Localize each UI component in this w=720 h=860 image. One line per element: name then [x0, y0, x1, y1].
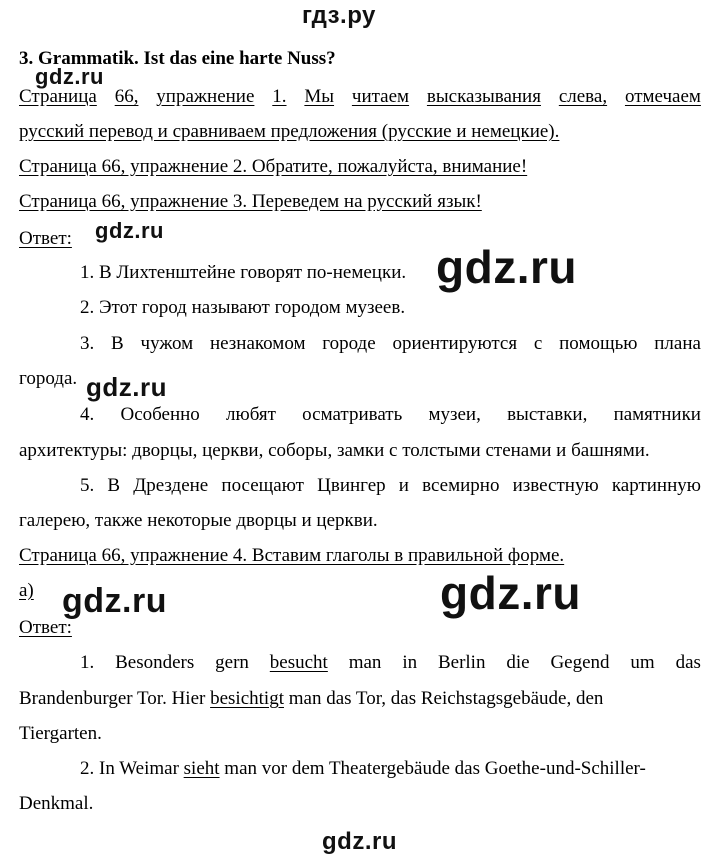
word: Berlin — [437, 652, 486, 673]
word: das — [675, 652, 701, 673]
word: с — [533, 333, 543, 354]
word: 66, — [114, 86, 139, 107]
exercise-4: Страница 66, упражнение 4. Вставим глаголы в правильной форме. — [19, 545, 565, 566]
german-answer-1-line-2 — [19, 688, 603, 710]
answer-item-5-line-1 — [80, 475, 701, 497]
watermark-small: gdz.ru — [62, 582, 167, 620]
exercise-2: Страница 66, упражнение 2. Обратите, пожалуйста, внимание! — [19, 156, 528, 177]
watermark-small: gdz.ru — [86, 372, 167, 402]
word: В — [107, 475, 121, 496]
word: плана — [654, 333, 701, 354]
word: in — [402, 652, 418, 673]
word: городе — [322, 333, 376, 354]
german-answer-1-line-3: Tiergarten. — [19, 723, 102, 744]
inserted-verb: besichtigt — [210, 688, 284, 709]
watermark-small: gdz.ru — [95, 218, 164, 243]
word: всемирно — [422, 475, 500, 496]
word: 4. — [80, 404, 95, 425]
text: man das Tor, das Reichstagsgebäude, den — [283, 688, 604, 709]
word: 1. — [272, 86, 287, 107]
text: man vor dem Theatergebäude das Goethe-und-Schiller- — [219, 758, 646, 779]
answer-item-2: 2. Этот город называют городом музеев. — [80, 297, 406, 318]
answer-item-3-line-2: города. — [19, 368, 78, 389]
word: die — [506, 652, 530, 673]
german-answer-1-line-1 — [80, 652, 701, 674]
word: помощью — [559, 333, 638, 354]
watermark-small: gdz.ru — [35, 64, 104, 89]
word: любят — [226, 404, 276, 425]
word: осматривать — [302, 404, 403, 425]
word: музеи, — [428, 404, 481, 425]
word: gern — [215, 652, 249, 673]
header-watermark: гдз.ру — [302, 2, 376, 29]
word: памятники — [613, 404, 701, 425]
exercise-3: Страница 66, упражнение 3. Переведем на русский язык! — [19, 191, 482, 212]
word: В — [111, 333, 124, 354]
text: Brandenburger Tor. Hier — [19, 688, 211, 709]
watermark-large: gdz.ru — [440, 567, 581, 619]
answer-item-1: 1. В Лихтенштейне говорят по-немецки. — [80, 262, 407, 283]
section-heading: 3. Grammatik. Ist das eine harte Nuss? — [19, 48, 336, 69]
sub-item-a: а) — [19, 580, 34, 601]
word: высказывания — [426, 86, 541, 107]
inserted-verb: sieht — [183, 758, 220, 779]
word: отмечаем — [624, 86, 701, 107]
word: Страница — [19, 86, 97, 107]
answer-item-4-line-2: архитектуры: дворцы, церкви, соборы, замки с толстыми стенами и башнями. — [19, 440, 650, 461]
word: чужом — [140, 333, 194, 354]
word: читаем — [351, 86, 410, 107]
word: Мы — [304, 86, 335, 107]
german-answer-2-line-2: Denkmal. — [19, 793, 94, 814]
word: ориентируются — [392, 333, 518, 354]
word: упражнение — [156, 86, 255, 107]
word: 5. — [80, 475, 95, 496]
answer-item-5-line-2: галерею, также некоторые дворцы и церкви. — [19, 510, 378, 531]
answer-label: Ответ: — [19, 228, 72, 249]
answer-item-3-line-1 — [80, 333, 701, 355]
word: слева, — [558, 86, 608, 107]
answer-item-4-line-1 — [80, 404, 701, 426]
word: man — [348, 652, 382, 673]
watermark-large: gdz.ru — [436, 241, 577, 293]
word: Дрездене — [133, 475, 209, 496]
word: Gegend — [550, 652, 610, 673]
word: посещают — [221, 475, 304, 496]
word: 3. — [80, 333, 95, 354]
answer-label: Ответ: — [19, 617, 72, 638]
exercise-1-line-2: русский перевод и сравниваем предложения (русские и немецкие). — [19, 121, 560, 142]
word: Особенно — [120, 404, 200, 425]
inserted-verb: besucht — [269, 652, 328, 673]
exercise-1-line-1 — [19, 86, 701, 108]
word: незнакомом — [209, 333, 306, 354]
text: 2. In Weimar — [80, 758, 184, 779]
word: um — [630, 652, 655, 673]
word: выставки, — [507, 404, 588, 425]
footer-watermark: gdz.ru — [322, 828, 397, 855]
word: 1. — [80, 652, 95, 673]
word: картинную — [611, 475, 701, 496]
word: Besonders — [115, 652, 195, 673]
german-answer-2-line-1 — [80, 758, 646, 780]
word: известную — [512, 475, 599, 496]
word: и — [398, 475, 409, 496]
word: Цвингер — [317, 475, 386, 496]
